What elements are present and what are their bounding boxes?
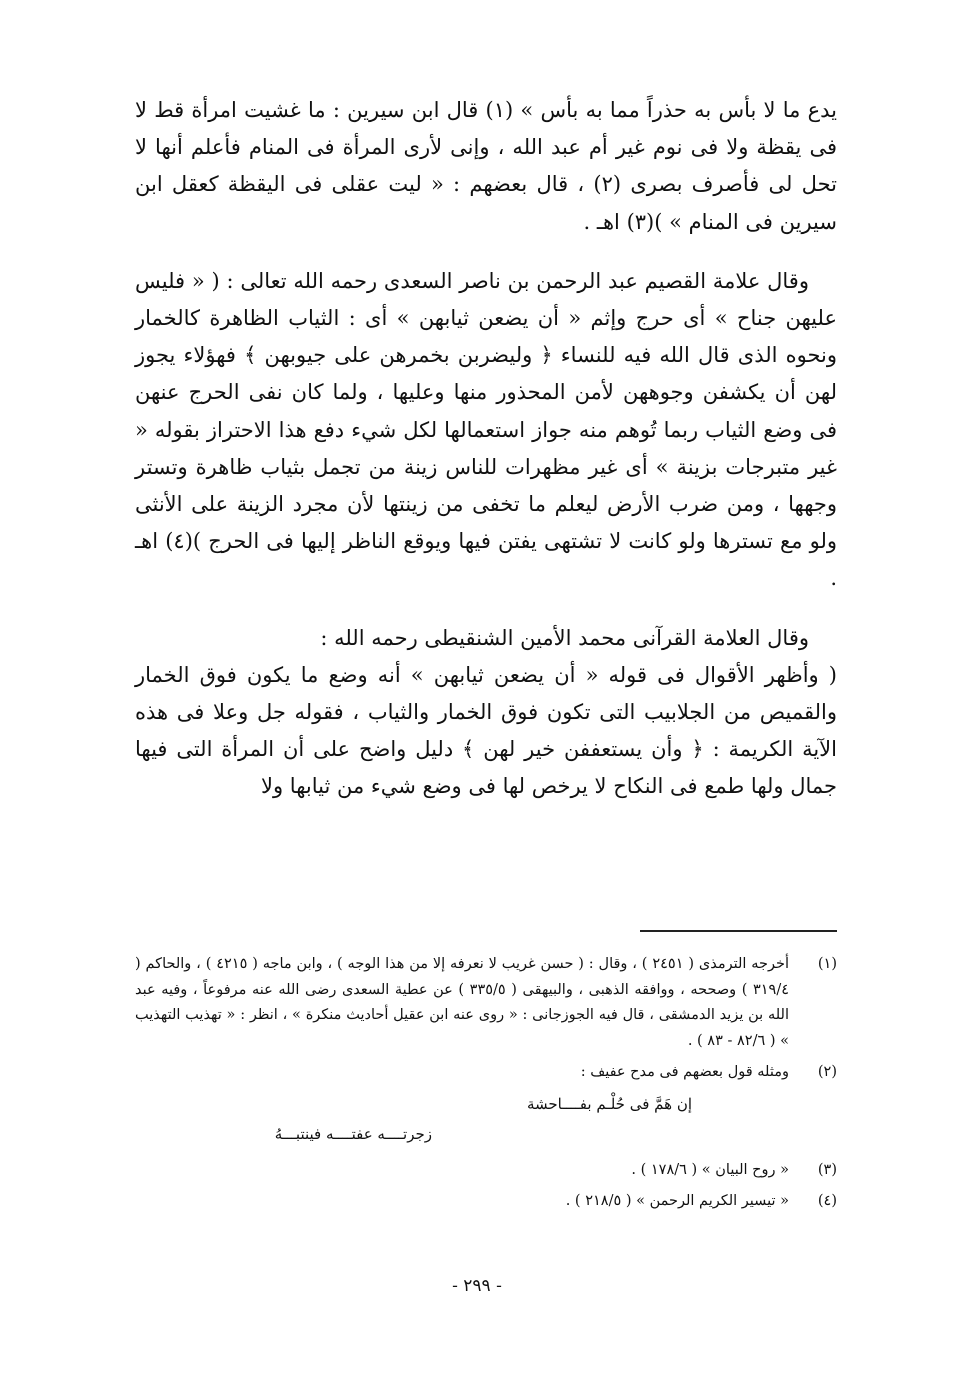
- footnote-text: « روح البيان » ( ١٧٨/٦ ) .: [631, 1161, 789, 1178]
- verse-second-half: زجرتــــه عفتــــه فينتبـــهُ: [274, 1124, 432, 1143]
- footnote-divider: [640, 930, 837, 932]
- paragraph-4: ( وأظهر الأقوال فى قوله « أن يضعن ثيابهن » أنه وضع ما يكون فوق الخمار والقميص من الجلابيب التى تكون فوق الخمار والثياب ، فقوله جل وعلا فى هذه الآية الكريمة : ﴿ وأن يستعففن خير لهن ﴾ دليل واضح على أن المرأة التى فيها جمال ولها طمع فى النكاح لا يرخص لها فى وضع شيء من ثيابها ولا: [135, 662, 837, 799]
- footnote-text: « تيسير الكريم الرحمن » ( ٢١٨/٥ ) .: [565, 1193, 789, 1209]
- footnote-2: [135, 1060, 837, 1152]
- footnote-number: (٣): [817, 1161, 837, 1178]
- footnotes: [135, 952, 837, 1215]
- footnote-number: (١): [817, 956, 837, 972]
- footnote-4: [135, 1189, 837, 1215]
- footnote-text: ومثله قول بعضهم فى مدح عفيف :: [580, 1064, 789, 1080]
- verse-first-half: إن هَمَّ فى حُلْـم بفــــاحشة: [526, 1094, 692, 1113]
- footnote-text: أخرجه الترمذى ( ٢٤٥١ ) ، وقال : ( حسن غريب لا نعرفه إلا من هذا الوجه ) ، وابن ماجه ( ٤٢١٥ ) ، والحاكم ( ٣١٩/٤ ) وصححه ، ووافقه الذهبى ، والبيهقى ( ٣٣٥/٥ ) عن عطية السعدى رضى الله عنه مرفوعاً ، وفيه عبد الله بن يزيد الدمشقى ، قال فيه الجوزجانى : « روى عنه ابن عقيل أحاديث منكرة » ، انظر : « تهذيب التهذيب » ( ٨٢/٦ - ٨٣ ) .: [135, 956, 789, 1049]
- main-text: [135, 92, 837, 806]
- footnote-number: (٤): [817, 1193, 837, 1209]
- paragraph-2: وقال علامة القصيم عبد الرحمن بن ناصر السعدى رحمه الله تعالى : ( « فليس عليهن جناح » أى حرج وإثم « أن يضعن ثيابهن » أى : الثياب الظاهرة كالخمار ونحوه الذى قال الله فيه للنساء ﴿ وليضربن بخمرهن على جيوبهن ﴾ فهؤلاء يجوز لهن أن يكشفن وجوههن لأمن المحذور منها وعليها ، ولما كان نفى الحرج عنهن فى وضع الثياب ربما تُوهم منه جواز استعمالها لكل شيء دفع هذا الاحتراز بقوله « غير متبرجات بزينة » أى غير مظهرات للناس زينة من تجمل بثياب ظاهرة وتستر وجهها ، ومن ضرب الأرض ليعلم ما تخفى من زينتها لأن مجرد الزينة على الأنثى ولو مع تسترها ولو كانت لا تشتهى يفتن فيها ويوقع الناظر إليها فى الحرج )(٤) اهـ .: [135, 268, 837, 591]
- page-number: - ٢٩٩ -: [452, 1276, 502, 1296]
- paragraph-3: وقال العلامة القرآنى محمد الأمين الشنقيطى رحمه الله :: [320, 625, 809, 650]
- footnote-number: (٢): [817, 1064, 837, 1080]
- paragraph-1: يدع ما لا بأس به حذراً مما به بأس » (١) قال ابن سيرين : ما غشيت امرأة قط لا فى يقظة ولا فى نوم غير أم عبد الله ، وإنى لأرى المرأة فى المنام فأعلم أنها لا تحل لى فأصرف بصرى (٢) ، قال بعضهم : « ليت عقلى فى اليقظة كعقل ابن سيرين فى المنام » )(٣) اهـ .: [135, 98, 837, 234]
- poem-verse: [135, 1092, 789, 1146]
- footnote-3: [135, 1158, 837, 1184]
- footnote-1: [135, 952, 837, 1054]
